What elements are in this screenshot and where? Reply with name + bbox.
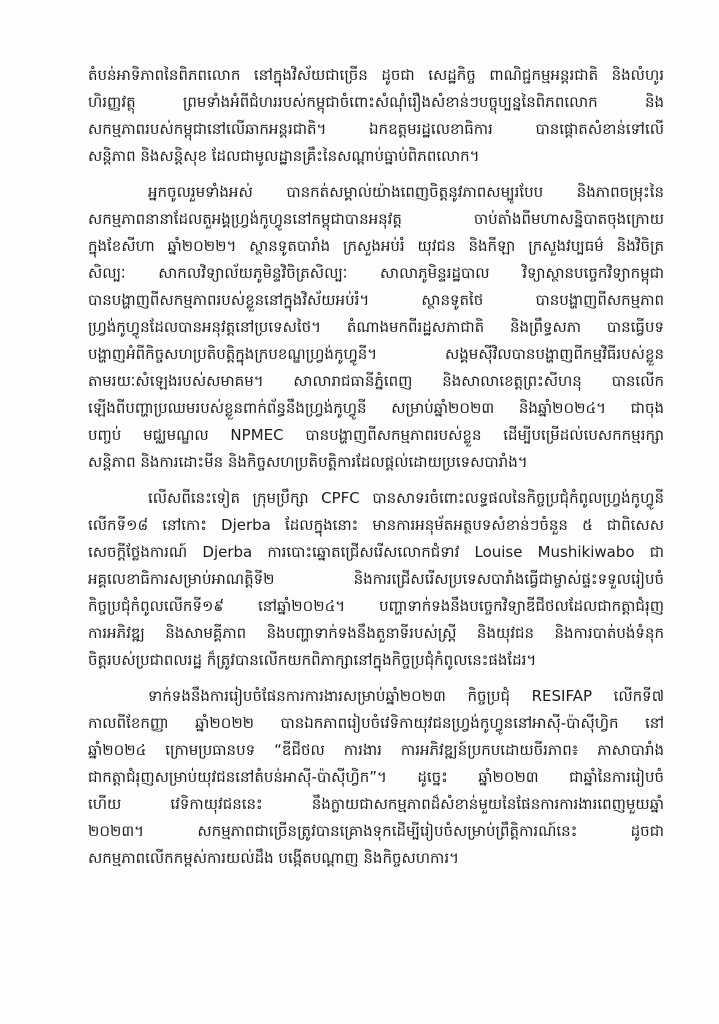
text-line: ឡើងពីបញ្ហាប្រឈមរបស់ខ្លួនពាក់ព័ន្ធនឹងហ្វ្រង់កូហ្វូនី សម្រាប់ឆ្នាំ២០២៣ និងឆ្នាំ២០២៤។ ជាចុង [88,399,664,417]
text-line: សកម្មភាពនានាដែលតួអង្គហ្វ្រង់កូហ្វូននៅកម្ពុជាបានអនុវត្ត ចាប់តាំងពីមហាសន្និបាតចុងក្រោយ [88,210,664,228]
text-line: ហិរញ្ញវត្ថុ ព្រមទាំងអំពីជំហររបស់កម្ពុជាចំពោះសំណុំរឿងសំខាន់ៗបច្ចុប្បន្ននៃពិភពលោក និង [88,93,664,111]
text-line: ទាក់ទងនឹងការរៀបចំផែនការការងារសម្រាប់ឆ្នាំ២០២៣ កិច្ចប្រជុំ RESIFAP លើកទី៧ [148,687,664,705]
text-line: បានបង្ហាញពីសកម្មភាពរបស់ខ្លួននៅក្នុងវិស័យអប់រំ។ ស្ថានទូតថៃ បានបង្ហាញពីសកម្មភាព [88,291,664,309]
text-line: ក្នុងខែសីហា ឆ្នាំ២០២២។ ស្ថានទូតបារាំង ក្រសួងអប់រំ យុវជន និងកីឡា ក្រសួងវប្បធម៌ និងវិចិត្រ [88,237,664,255]
text-line: សិល្បៈ សាកលវិទ្យាល័យភូមិន្ទវិចិត្រសិល្បៈ សាលាភូមិន្ទរដ្ឋបាល វិទ្យាស្ថានបច្ចេកវិទ្យាកម្ពុជា [88,264,664,282]
text-line: សន្តិភាព និងសន្តិសុខ ដែលជាមូលដ្ឋានគ្រឹះនៃសណ្តាប់ធ្នាប់ពិភពលោក។ [88,147,480,165]
text-line: សន្តិភាព និងការដោះមីន និងកិច្ចសហប្រតិបត្តិការដែលផ្តល់ដោយប្រទេសបារាំង។ [88,453,528,471]
text-line: សកម្មភាពលើកកម្ពស់ការយល់ដឹង បង្កើតបណ្តាញ និងកិច្ចសហការ។ [88,849,459,867]
document-body [88,62,664,872]
text-line: តាមរយៈសំឡេងរបស់សមាគម។ សាលារាជធានីភ្នំពេញ និងសាលាខេត្តព្រះសីហនុ បានលើក [88,372,664,390]
text-line: អគ្គលេខាធិការសម្រាប់អាណត្តិទី២ និងការជ្រើសរើសប្រទេសបារាំងធ្វើជាម្ចាស់ផ្ទះទទួលរៀបចំ [88,570,664,588]
paragraph-3 [88,485,664,674]
text-line: តំបន់អាទិភាពនៃពិភពលោក នៅក្នុងវិស័យជាច្រើន ដូចជា សេដ្ឋកិច្ច ពាណិជ្ជកម្មអន្តរជាតិ និងលំហូរ [88,66,664,84]
paragraph-4 [88,683,664,872]
text-line: ២០២៣។ សកម្មភាពជាច្រើនត្រូវបានគ្រោងទុកដើម្បីរៀបចំសម្រាប់ព្រឹត្តិការណ៍នេះ ដូចជា [88,822,664,840]
text-line: ការអភិវឌ្ឍ និងសាមគ្គីភាព និងបញ្ហាទាក់ទងនឹងតួនាទីរបស់ស្ត្រី និងយុវជន និងការបាត់បង់ទំនុក [88,624,664,642]
text-line: សេចក្តីថ្លែងការណ៍ Djerba ការបោះឆ្នោតជ្រើសរើសលោកជំទាវ Louise Mushikiwabo ជា [88,543,664,561]
text-line: កិច្ចប្រជុំកំពូលលើកទី១៩ នៅឆ្នាំ២០២៤។ បញ្ហាទាក់ទងនឹងបច្ចេកវិទ្យាឌីជីថលដែលជាកត្តាជំរុញ [88,597,664,615]
text-line: លើសពីនេះទៀត ក្រុមប្រឹក្សា CPFC បានសាទរចំពោះលទ្ធផលនៃកិច្ចប្រជុំកំពូលហ្វ្រង់កូហ្វូនី [148,489,664,507]
text-line: លើកទី១៨ នៅកោះ Djerba ដែលក្នុងនោះ មានការអនុម័តអត្ថបទសំខាន់ៗចំនួន ៥ ជាពិសេស [88,516,664,534]
paragraph-2 [88,179,664,476]
text-line: ហើយ វេទិកាយុវជននេះ នឹងក្លាយជាសកម្មភាពដ៏សំខាន់មួយនៃផែនការការងារពេញមួយឆ្នាំ [88,795,664,813]
paragraph-1 [88,62,664,170]
text-line: បញ្ចប់ មជ្ឈមណ្ឌល NPMEC បានបង្ហាញពីសកម្មភាពរបស់ខ្លួន ដើម្បីបម្រើដល់បេសកកម្មរក្សា [88,426,664,444]
text-line: ឆ្នាំ២០២៤ ក្រោមប្រធានបទ “ឌីជីថល ការងារ ការអភិវឌ្ឍន៍ប្រកបដោយចីរភាព៖ ភាសាបារាំង [88,741,664,759]
text-line: ជាកត្តាជំរុញសម្រាប់យុវជននៅតំបន់អាស៊ី-ប៉ាស៊ីហ្វិក”។ ដូច្នេះ ឆ្នាំ២០២៣ ជាឆ្នាំនៃការរៀបចំ [88,768,664,786]
text-line: ចិត្តរបស់ប្រជាពលរដ្ឋ ក៏ត្រូវបានលើកយកពិភាក្សានៅក្នុងកិច្ចប្រជុំកំពូលនេះផងដែរ។ [88,651,537,669]
text-line: អ្នកចូលរួមទាំងអស់ បានកត់សម្គាល់យ៉ាងពេញចិត្តនូវភាពសម្បូរបែប និងភាពចម្រុះនៃ [148,183,664,201]
text-line: ហ្វ្រង់កូហ្វូនដែលបានអនុវត្តនៅប្រទេសថៃ។ តំណាងមកពីរដ្ឋសភាជាតិ និងព្រឹទ្ធសភា បានធ្វើបទ [88,318,664,336]
text-line: បង្ហាញអំពីកិច្ចសហប្រតិបត្តិក្នុងក្របខណ្ឌហ្វ្រង់កូហ្វូនី។ សង្គមស៊ីវិលបានបង្ហាញពីកម្មវិធីរបស់ខ្លួន [88,345,664,363]
text-line: សកម្មភាពរបស់កម្ពុជានៅលើឆាកអន្តរជាតិ។ ឯកឧត្តមរដ្ឋលេខាធិការ បានផ្តោតសំខាន់ទៅលើ [88,120,664,138]
text-line: កាលពីខែកញ្ញា ឆ្នាំ២០២២ បានឯកភាពរៀបចំវេទិកាយុវជនហ្វ្រង់កូហ្វូននៅអាស៊ី-ប៉ាស៊ីហ្វិក នៅ [88,714,664,732]
